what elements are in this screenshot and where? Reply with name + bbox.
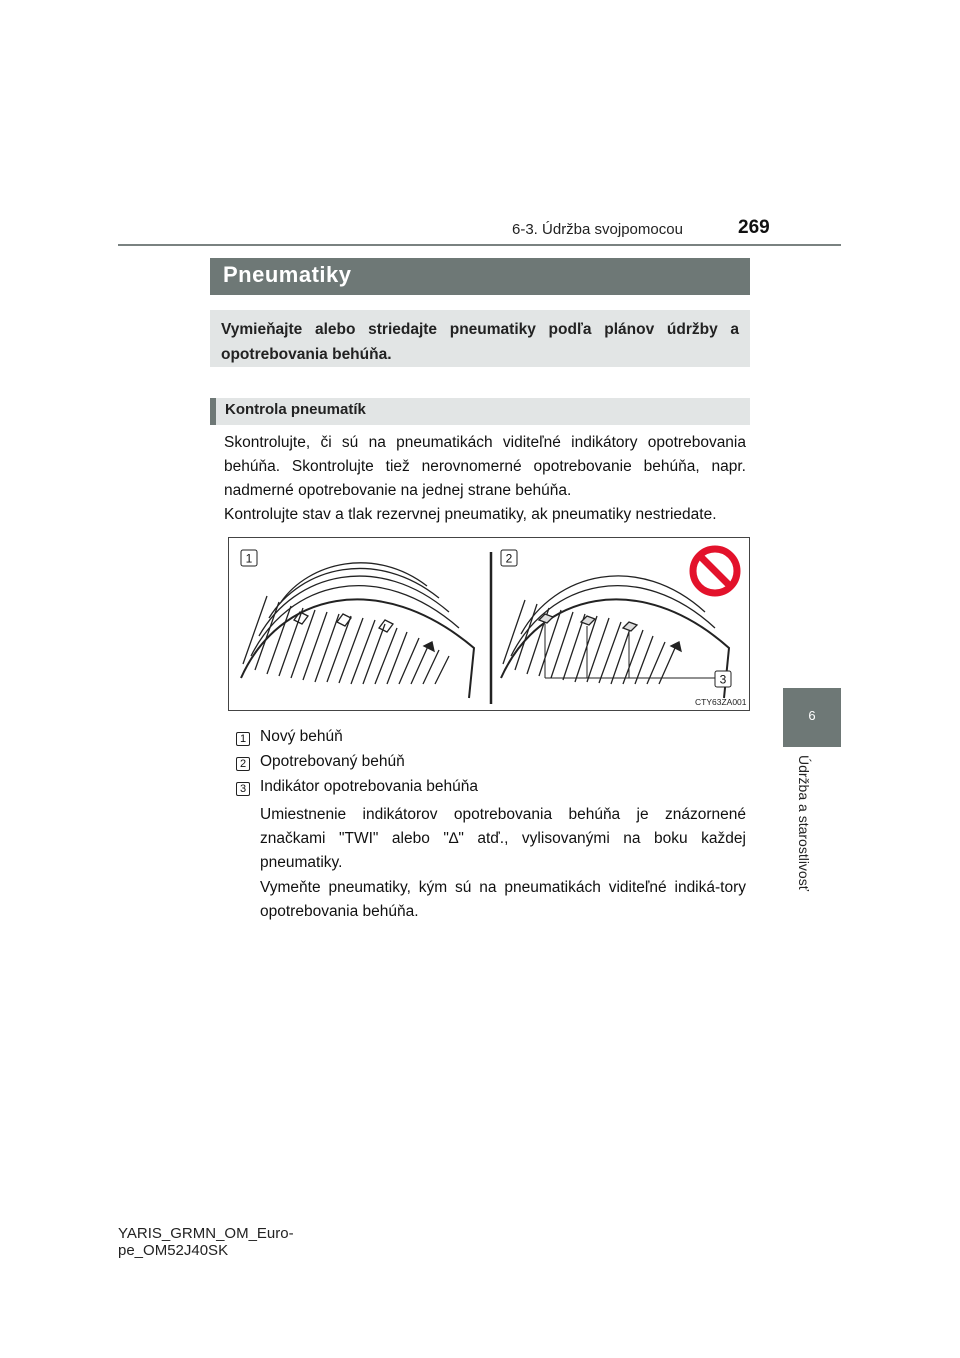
no-symbol-icon	[693, 549, 737, 593]
footer-line: YARIS_GRMN_OM_Euro-	[118, 1225, 294, 1242]
legend-label: Opotrebovaný behúň	[260, 753, 405, 770]
callout-2: 2	[505, 551, 513, 566]
callout-badge-3	[715, 671, 731, 687]
legend-number: 1	[236, 732, 250, 746]
note-paragraph: Umiestnenie indikátorov opotrebovania behúňa je znázornené značkami "TWI" alebo "∆" atď., vylisovanými na boku každej pneumatiky.	[260, 806, 746, 871]
legend-number: 3	[236, 782, 250, 796]
section-heading: Kontrola pneumatík	[225, 401, 366, 418]
new-tread-drawing	[241, 563, 474, 698]
callout-badge-2	[501, 550, 517, 566]
tread-wear-indicator-leaders	[545, 624, 715, 678]
callout-badge-1	[241, 550, 257, 566]
intro-text: Vymieňajte alebo striedajte pneumatiky podľa plánov údržby a opotrebovania behúňa.	[221, 321, 739, 363]
legend-label: Indikátor opotrebovania behúňa	[260, 778, 479, 795]
page-number: 269	[738, 217, 770, 238]
chapter-side-title: Údržba a starostlivosť	[796, 755, 812, 891]
page-title: Pneumatiky	[223, 262, 352, 287]
footer-doc-id	[118, 1225, 294, 1259]
worn-tread-drawing	[501, 576, 729, 698]
body-paragraph: Kontrolujte stav a tlak rezervnej pneumatiky, ak pneumatiky nestriedate.	[224, 506, 717, 523]
chapter-side-tab	[783, 688, 841, 747]
footer-line: pe_OM52J40SK	[118, 1242, 229, 1259]
body-paragraph: Skontrolujte, či sú na pneumatikách viditeľné indikátory opotrebovania behúňa. Skontrolujte tiež nerovnomerné opotrebovanie behúňa, napr. nadmerné opotrebovanie na jednej strane behúňa.	[224, 434, 746, 499]
page-title-bar	[210, 258, 750, 295]
intro-box	[210, 310, 750, 367]
note-paragraph: Vymeňte pneumatiky, kým sú na pneumatikách viditeľné indiká-tory opotrebovania behúňa.	[260, 879, 746, 920]
chapter-label: 6-3. Údržba svojpomocou	[512, 221, 683, 238]
figure-code: CTY63ZA001	[695, 697, 747, 707]
header-rule	[118, 244, 841, 246]
callout-3: 3	[719, 672, 727, 687]
legend-number: 2	[236, 757, 250, 771]
section-heading-bar	[210, 398, 750, 425]
tire-tread-illustration	[228, 537, 750, 711]
chapter-number: 6	[808, 708, 816, 723]
callout-1: 1	[245, 551, 253, 566]
legend-label: Nový behúň	[260, 728, 343, 745]
